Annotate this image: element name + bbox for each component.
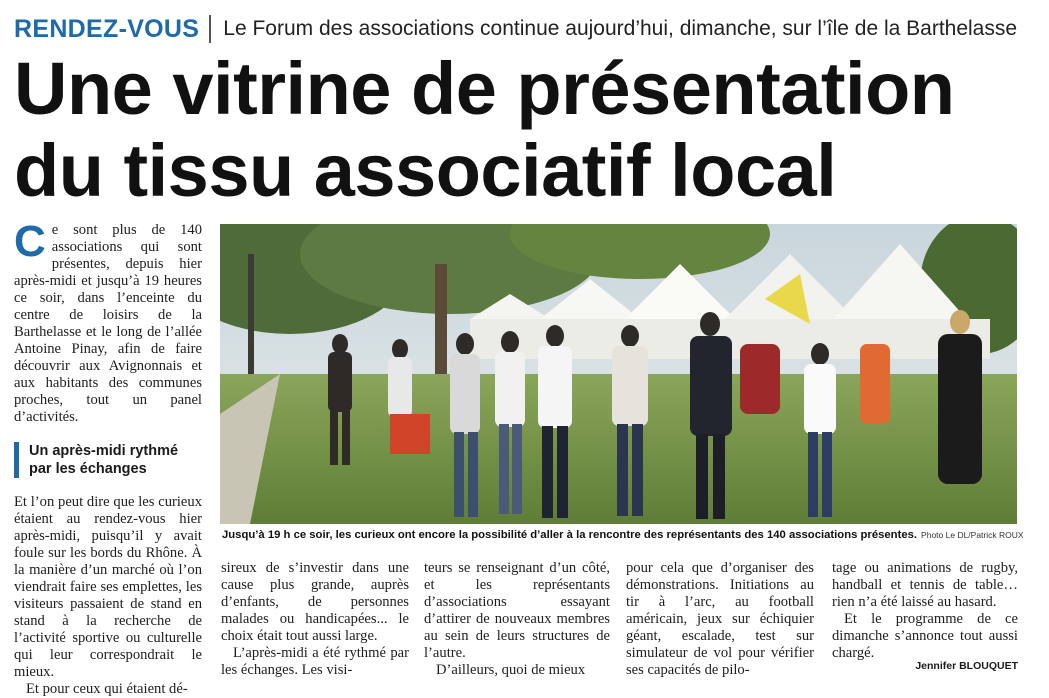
drop-cap: C — [14, 217, 46, 266]
lead-paragraph — [14, 217, 202, 426]
body-paragraph: teurs se renseignant d’un côté, et les représentants d’associations essayant d’attirer de nouveaux membres au sein de leurs structures de l’autre. — [424, 560, 610, 661]
article-column-2 — [221, 560, 409, 679]
article-column-3 — [424, 560, 610, 679]
photo-credit: Photo Le DL/Patrick ROUX — [921, 530, 1024, 540]
event-photo-illustration — [220, 224, 1017, 524]
body-paragraph: sireux de s’investir dans une cause plus grande, auprès d’enfants, de personnes malades ou handicapées... le choix était tout aussi large. — [221, 560, 409, 644]
rubric-divider — [209, 15, 211, 43]
body-paragraph: L’après-midi a été rythmé par les échanges. Les visi- — [221, 645, 409, 678]
photo-caption — [222, 529, 1022, 541]
article-column-5 — [832, 560, 1018, 662]
intertitle — [14, 442, 202, 478]
kicker — [14, 12, 1017, 46]
body-paragraph: Et le programme de ce dimanche s’annonce tout aussi chargé. — [832, 611, 1018, 661]
intertitle-text: Un après-midi rythmé par les échanges — [29, 443, 179, 477]
article-column-4 — [626, 560, 814, 679]
body-paragraph: Et pour ceux qui étaient dé- — [26, 681, 188, 697]
subheadline: Le Forum des associations continue aujourd’hui, dimanche, sur l’île de la Barthelasse — [223, 17, 1018, 40]
event-photo — [220, 224, 1017, 524]
rubric-label: RENDEZ-VOUS — [14, 14, 200, 43]
body-paragraph: tage ou animations de rugby, handball et tennis de table… rien n’a été laissé au hasard. — [832, 560, 1018, 610]
body-paragraph: pour cela que d’organiser des démonstrations. Initiations au tir à l’arc, au football américain, jeux sur échiquier géant, escalade, test sur simulateur de vol pour vérifier ses capacités de pilo- — [626, 560, 814, 678]
headline-line-1: Une vitrine de présentation — [14, 47, 955, 130]
caption-text: Jusqu’à 19 h ce soir, les curieux ont encore la possibilité d’aller à la rencontre des représentants des 140 associations présentes. — [222, 529, 918, 541]
article-column-1 — [14, 217, 202, 698]
body-paragraph: D’ailleurs, quoi de mieux — [436, 662, 586, 678]
headline-line-2: du tissu associatif local — [14, 129, 837, 212]
author-byline: Jennifer BLOUQUET — [915, 660, 1018, 672]
body-paragraph: Et l’on peut dire que les curieux étaient au rendez-vous hier après-midi, puisqu’il y avait foule sur les bords du Rhône. À la manière d’un marché où l’on viendrait faire ses emplettes, les visiteurs passaient de stand en stand à la recherche de l’activité sportive ou culturelle qui leur correspondrait le mieux. — [14, 494, 202, 680]
lead-text: e sont plus de 140 associations qui sont présentes, depuis hier après-midi et jusqu’à 19 heures ce soir, dans l’enceinte du centre de loisirs de la Barthelasse et le long de l’allée Antoine Pinay, afin de faire découvrir aux Avignonnais et aux habitants des communes proches, tout un panel d’activités. — [14, 222, 202, 425]
headline — [14, 48, 1034, 212]
